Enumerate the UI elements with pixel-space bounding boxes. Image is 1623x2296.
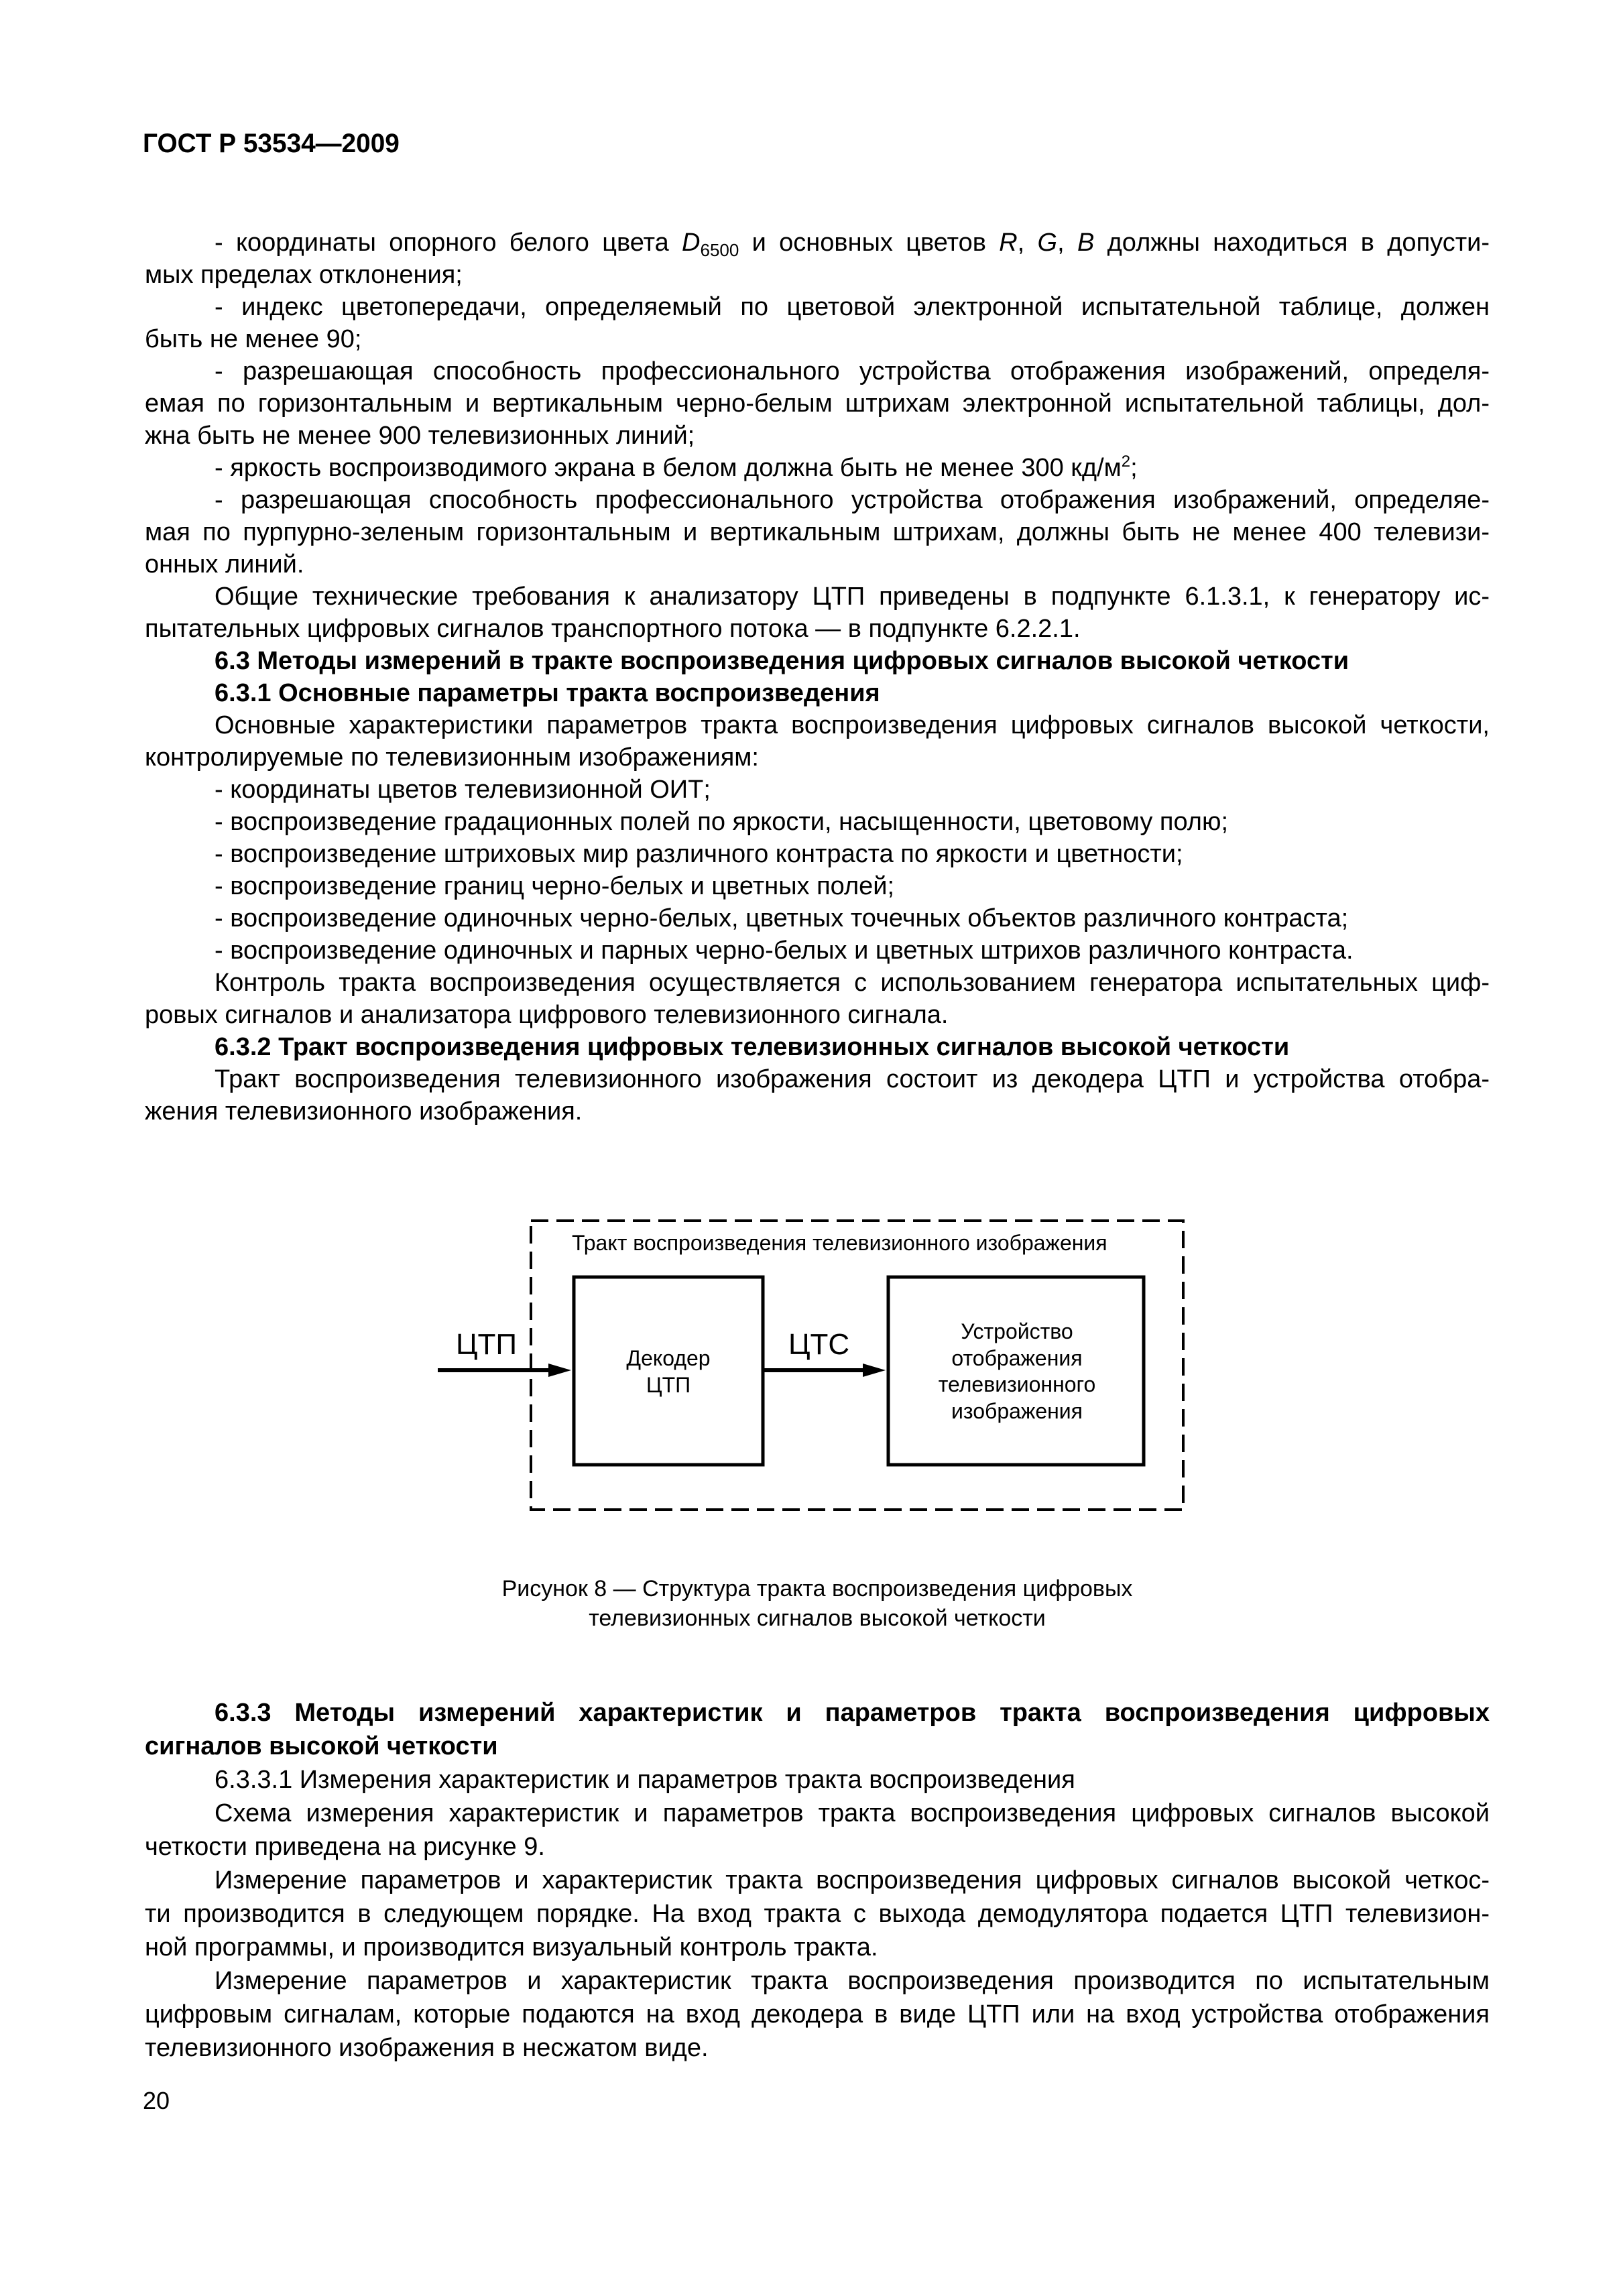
display-device-box bbox=[888, 1277, 1144, 1465]
input-arrowhead-icon bbox=[548, 1364, 571, 1377]
line-text bbox=[145, 227, 1490, 259]
body-text-lower bbox=[145, 1696, 1490, 2065]
text-run: емая по горизонтальным и вертикальным черно-белым штрихам электронной испытательной таблицы, дол- bbox=[145, 389, 1490, 418]
text-run: - координаты цветов телевизионной ОИТ; bbox=[215, 776, 711, 804]
text-run: Тракт воспроизведения телевизионного изображения состоит из декодера ЦТП и устройства отобра- bbox=[215, 1065, 1490, 1093]
paragraph-line bbox=[145, 1830, 1490, 1864]
line-text bbox=[145, 613, 1490, 645]
figure-caption-line-1: Рисунок 8 — Структура тракта воспроизведения цифровых bbox=[501, 1576, 1133, 1602]
text-run: Контроль тракта воспроизведения осуществляется с использованием генератора испытательных циф- bbox=[215, 969, 1490, 997]
text-run: , bbox=[1017, 229, 1038, 257]
section-heading-line bbox=[145, 645, 1490, 677]
line-text bbox=[145, 548, 1490, 581]
text-run: онных линий. bbox=[145, 550, 304, 579]
text-run: и основных цветов bbox=[739, 229, 1000, 257]
line-text bbox=[145, 484, 1490, 516]
paragraph-line bbox=[145, 387, 1490, 420]
text-run: ти производится в следующем порядке. На вход тракта с выхода демодулятора подается ЦТП телевизион- bbox=[145, 1900, 1490, 1928]
paragraph-line bbox=[145, 967, 1490, 999]
text-sub: 6500 bbox=[700, 240, 739, 260]
paragraph-line bbox=[145, 2031, 1490, 2065]
container-label: Тракт воспроизведения телевизионного изображения bbox=[572, 1231, 1107, 1255]
body-text-upper bbox=[145, 227, 1490, 1128]
paragraph-line bbox=[145, 1931, 1490, 1964]
text-run: - воспроизведение штриховых мир различного контраста по яркости и цветности; bbox=[215, 840, 1183, 868]
paragraph-line bbox=[145, 1864, 1490, 1897]
line-text bbox=[145, 2031, 1490, 2065]
section-heading-line bbox=[145, 1730, 1490, 1763]
line-text bbox=[145, 1998, 1490, 2031]
line-text bbox=[145, 420, 1490, 452]
paragraph-line bbox=[145, 1964, 1490, 1998]
display-label-line-1: Устройство bbox=[961, 1319, 1073, 1343]
paragraph-line bbox=[145, 452, 1490, 484]
line-text bbox=[145, 1964, 1490, 1998]
line-text bbox=[145, 645, 1490, 677]
paragraph-line bbox=[145, 774, 1490, 806]
text-run: - разрешающая способность профессионального устройства отображения изображений, определя- bbox=[215, 357, 1490, 385]
line-text bbox=[145, 291, 1490, 323]
paragraph-line bbox=[145, 581, 1490, 613]
line-text bbox=[145, 1031, 1490, 1063]
line-text bbox=[145, 1864, 1490, 1897]
paragraph-line bbox=[145, 516, 1490, 548]
paragraph-line bbox=[145, 1797, 1490, 1830]
text-run: 6.3.2 Тракт воспроизведения цифровых телевизионных сигналов высокой четкости bbox=[215, 1033, 1290, 1061]
paragraph-line bbox=[145, 870, 1490, 902]
line-text bbox=[145, 1095, 1490, 1128]
line-text bbox=[145, 1063, 1490, 1095]
text-run: 6.3.3.1 Измерения характеристик и параметров тракта воспроизведения bbox=[215, 1766, 1075, 1794]
line-text bbox=[145, 1830, 1490, 1864]
paragraph-line bbox=[145, 934, 1490, 967]
text-run: контролируемые по телевизионным изображениям: bbox=[145, 743, 759, 772]
link-arrowhead-icon bbox=[863, 1364, 886, 1377]
text-run: - координаты опорного белого цвета bbox=[215, 229, 682, 257]
text-run: жения телевизионного изображения. bbox=[145, 1097, 583, 1126]
text-run: - разрешающая способность профессионального устройства отображения изображений, определяе- bbox=[215, 486, 1490, 514]
decoder-label-line-1: Декодер bbox=[626, 1346, 711, 1370]
display-label-line-3: телевизионного bbox=[938, 1372, 1096, 1396]
standard-id-header: ГОСТ Р 53534—2009 bbox=[143, 129, 400, 158]
paragraph-line bbox=[145, 838, 1490, 870]
paragraph-line bbox=[145, 484, 1490, 516]
section-heading-line bbox=[145, 1696, 1490, 1730]
line-text bbox=[145, 323, 1490, 355]
text-run: ной программы, и производится визуальный контроль тракта. bbox=[145, 1933, 878, 1961]
text-run: - воспроизведение градационных полей по яркости, насыщенности, цветовому полю; bbox=[215, 808, 1229, 836]
text-run: - воспроизведение границ черно-белых и цветных полей; bbox=[215, 872, 895, 900]
text-run: , bbox=[1057, 229, 1077, 257]
paragraph-line bbox=[145, 420, 1490, 452]
text-run: телевизионного изображения в несжатом виде. bbox=[145, 2034, 709, 2062]
line-text bbox=[145, 870, 1490, 902]
display-label-line-4: изображения bbox=[951, 1399, 1083, 1423]
text-run: четкости приведена на рисунке 9. bbox=[145, 1833, 545, 1861]
paragraph-line bbox=[145, 1763, 1490, 1797]
section-heading-line bbox=[145, 677, 1490, 709]
line-text bbox=[145, 934, 1490, 967]
text-run: пытательных цифровых сигналов транспортного потока — в подпункте 6.2.2.1. bbox=[145, 615, 1081, 643]
paragraph-line bbox=[145, 902, 1490, 934]
text-run: мых пределах отклонения; bbox=[145, 261, 463, 289]
line-text bbox=[145, 355, 1490, 387]
display-label-line-2: отображения bbox=[951, 1346, 1083, 1370]
text-run: ровых сигналов и анализатора цифрового телевизионного сигнала. bbox=[145, 1001, 949, 1029]
text-run: мая по пурпурно-зеленым горизонтальным и вертикальным штрихам, должны быть не менее 400 телевизи- bbox=[145, 518, 1490, 546]
text-run: цифровым сигналам, которые подаются на вход декодера в виде ЦТП или на вход устройства отображения bbox=[145, 2000, 1490, 2029]
figure-8-diagram bbox=[0, 1200, 1623, 1549]
paragraph-line bbox=[145, 999, 1490, 1031]
line-text bbox=[145, 581, 1490, 613]
text-sup: 2 bbox=[1121, 452, 1131, 471]
line-text bbox=[145, 1696, 1490, 1730]
paragraph-line bbox=[145, 806, 1490, 838]
text-run: Измерение параметров и характеристик тракта воспроизведения производится по испытательным bbox=[215, 1967, 1490, 1995]
text-run: 6.3 Методы измерений в тракте воспроизведения цифровых сигналов высокой четкости bbox=[215, 647, 1349, 675]
paragraph-line bbox=[145, 1897, 1490, 1931]
text-run: - яркость воспроизводимого экрана в белом должна быть не менее 300 кд/м bbox=[215, 454, 1122, 482]
paragraph-line bbox=[145, 709, 1490, 741]
line-text bbox=[145, 806, 1490, 838]
line-text bbox=[145, 516, 1490, 548]
text-i: B bbox=[1077, 229, 1095, 257]
line-text bbox=[145, 677, 1490, 709]
line-text bbox=[145, 387, 1490, 420]
paragraph-line bbox=[145, 323, 1490, 355]
paragraph-line bbox=[145, 548, 1490, 581]
text-run: - воспроизведение одиночных черно-белых, цветных точечных объектов различного контраста; bbox=[215, 904, 1349, 932]
text-run: ; bbox=[1130, 454, 1138, 482]
section-heading-line bbox=[145, 1031, 1490, 1063]
line-text bbox=[145, 999, 1490, 1031]
input-label: ЦТП bbox=[456, 1328, 518, 1361]
text-run: Основные характеристики параметров тракта воспроизведения цифровых сигналов высокой четкости, bbox=[215, 711, 1490, 739]
paragraph-line bbox=[145, 1998, 1490, 2031]
line-text bbox=[145, 967, 1490, 999]
line-text bbox=[145, 1931, 1490, 1964]
line-text bbox=[145, 1797, 1490, 1830]
line-text bbox=[145, 774, 1490, 806]
text-run: сигналов высокой четкости bbox=[145, 1732, 498, 1760]
paragraph-line bbox=[145, 291, 1490, 323]
line-text bbox=[145, 452, 1490, 484]
line-text bbox=[145, 1730, 1490, 1763]
page-number: 20 bbox=[143, 2087, 170, 2114]
text-run: 6.3.3 Методы измерений характеристик и параметров тракта воспроизведения цифровых bbox=[215, 1699, 1490, 1727]
text-run: Измерение параметров и характеристик тракта воспроизведения цифровых сигналов высокой четкос- bbox=[215, 1866, 1490, 1894]
line-text bbox=[145, 902, 1490, 934]
line-text bbox=[145, 838, 1490, 870]
text-run: 6.3.1 Основные параметры тракта воспроизведения bbox=[215, 679, 880, 707]
paragraph-line bbox=[145, 613, 1490, 645]
paragraph-line bbox=[145, 1095, 1490, 1128]
text-run: жна быть не менее 900 телевизионных линий; bbox=[145, 422, 695, 450]
paragraph-line bbox=[145, 741, 1490, 774]
line-text bbox=[145, 1763, 1490, 1797]
text-run: Общие технические требования к анализатору ЦТП приведены в подпункте 6.1.3.1, к генератору ис- bbox=[215, 583, 1490, 611]
line-text bbox=[145, 741, 1490, 774]
decoder-label-line-2: ЦТП bbox=[646, 1373, 691, 1397]
text-run: - воспроизведение одиночных и парных черно-белых и цветных штрихов различного контраста. bbox=[215, 936, 1354, 965]
line-text bbox=[145, 709, 1490, 741]
paragraph-line bbox=[145, 227, 1490, 259]
line-text bbox=[145, 1897, 1490, 1931]
text-i: G bbox=[1037, 229, 1058, 257]
figure-caption-line-2: телевизионных сигналов высокой четкости bbox=[589, 1606, 1046, 1631]
text-i: D bbox=[682, 229, 701, 257]
paragraph-line bbox=[145, 1063, 1490, 1095]
text-run: быть не менее 90; bbox=[145, 325, 362, 353]
text-run: должны находиться в допусти- bbox=[1094, 229, 1490, 257]
link-label: ЦТС bbox=[788, 1328, 850, 1361]
text-i: R bbox=[999, 229, 1018, 257]
paragraph-line bbox=[145, 259, 1490, 291]
text-run: Схема измерения характеристик и параметров тракта воспроизведения цифровых сигналов высокой bbox=[215, 1799, 1490, 1827]
text-run: - индекс цветопередачи, определяемый по цветовой электронной испытательной таблице, должен bbox=[215, 293, 1490, 321]
line-text bbox=[145, 259, 1490, 291]
paragraph-line bbox=[145, 355, 1490, 387]
figure-caption bbox=[145, 1574, 1490, 1633]
decoder-box bbox=[574, 1277, 763, 1465]
